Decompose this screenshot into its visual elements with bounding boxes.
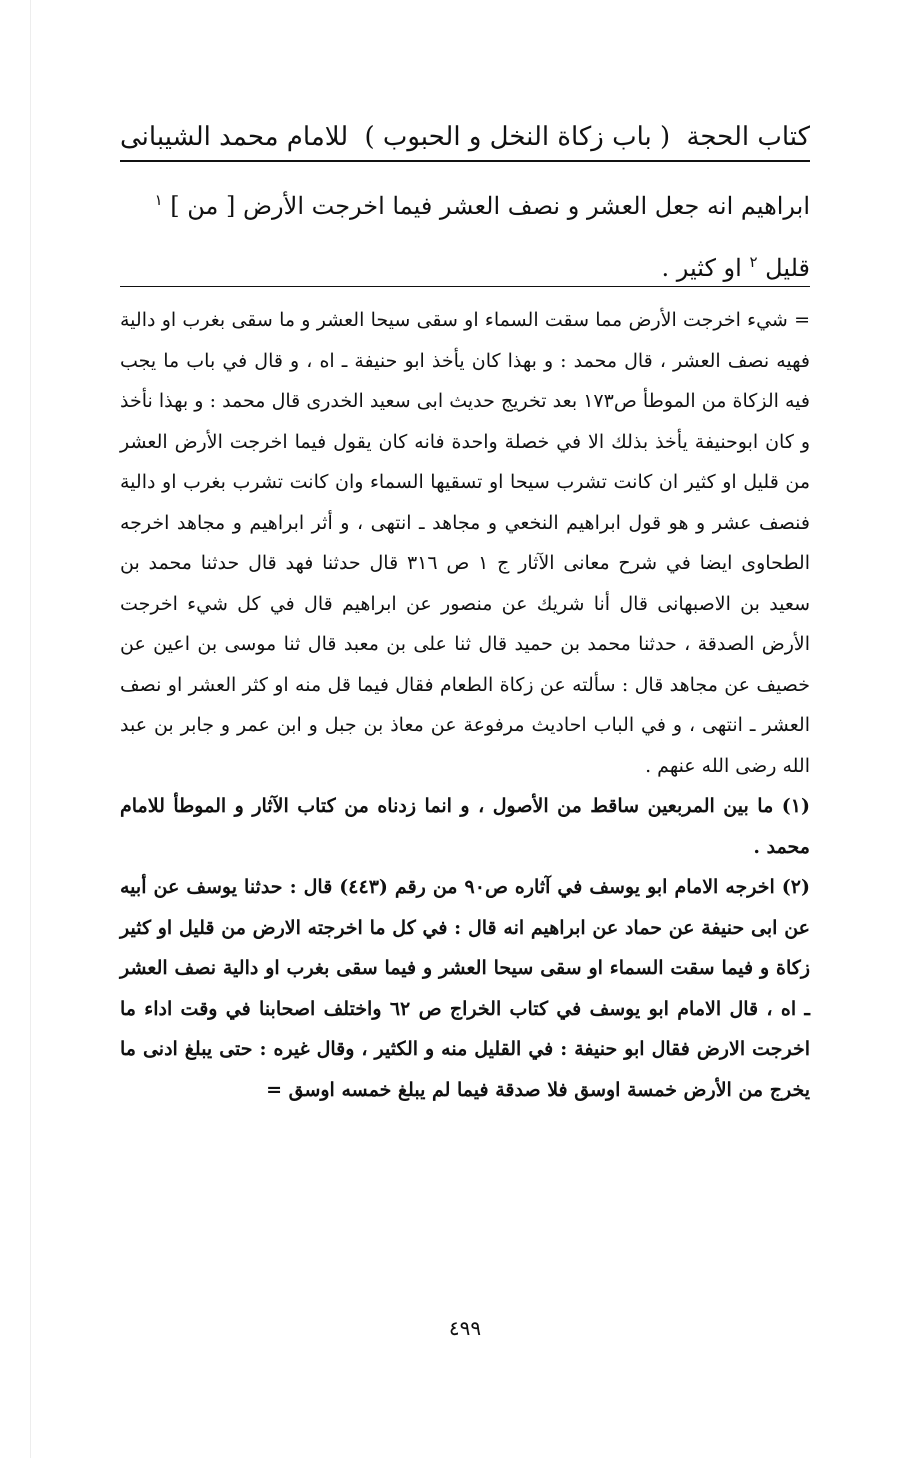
main-text [120,172,810,296]
running-header [120,114,810,160]
footnote-continuation: = شيء اخرجت الأرض مما سقت السماء او سقى سيحا العشر و ما سقى بغرب او دالية فهيه نصف العشر ، قال محمد : و بهذا كان يأخذ ابو حنيفة ـ اه ، و قال في باب ما يجب فيه الزكاة من الموطأ ص١٧٣ بعد تخريج حديث ابى سعيد الخدرى قال محمد : و بهذا نأخذ و كان ابوحنيفة يأخذ بذلك الا في خصلة واحدة فانه كان يقول فيما اخرجت الأرض العشر من قليل او كثير ان كانت تشرب سيحا او تسقيها السماء وان كانت تشرب بغرب او دالية فنصف عشر و هو قول ابراهيم النخعي و مجاهد ـ انتهى ، و أثر ابراهيم و مجاهد اخرجه الطحاوى ايضا في شرح معانى الآثار ج ١ ص ٣١٦ قال حدثنا فهد قال حدثنا محمد بن سعيد بن الاصبهانى قال أنا شريك عن منصور عن ابراهيم قال في كل شيء اخرجت الأرض الصدقة ، حدثنا محمد بن حميد قال ثنا على بن معبد قال ثنا موسى بن اعين عن خصيف عن مجاهد قال : سألته عن زكاة الطعام فقال فيما قل منه او كثر العشر او نصف العشر ـ انتهى ، و في الباب احاديث مرفوعة عن معاذ بن جبل و ابن عمر و جابر بن عبد الله رضى الله عنهم . [120,309,810,777]
author-name: للامام محمد الشيبانى [120,122,349,152]
main-text-line1: ابراهيم انه جعل العشر و نصف العشر فيما اخرجت الأرض [ من ] [170,192,810,220]
book-title: كتاب الحجة [686,122,810,152]
footnotes [120,300,810,1110]
book-page [120,100,810,1400]
footnote-2: (٢) اخرجه الامام ابو يوسف في آثاره ص٩٠ من رقم (٤٤٣) قال : حدثنا يوسف عن أبيه عن ابى حنيفة عن حماد عن ابراهيم انه قال : في كل ما اخرجته الارض من قليل او كثير زكاة و فيما سقت السماء او سقى سيحا العشر و فيما سقى بغرب او دالية نصف العشر ـ اه ، قال الامام ابو يوسف في كتاب الخراج ص ٦٢ واختلف اصحابنا في وقت اداء ما اخرجت الارض فقال ابو حنيفة : في القليل منه و الكثير ، وقال غيره : حتى يبلغ ادنى ما يخرج من الأرض خمسة اوسق فلا صدقة فيما لم يبلغ خمسه اوسق = [120,876,811,1101]
footnote-marker-1: ١ [154,191,163,209]
header-rule [120,160,810,162]
main-text-line2: قليل [765,254,810,282]
footnote-1: (١) ما بين المربعين ساقط من الأصول ، و انما زدناه من كتاب الآثار و الموطأ للامام محمد . [120,795,810,858]
footnote-marker-2: ٢ [749,253,758,271]
footnote-separator [120,286,810,287]
chapter-title: ( باب زكاة النخل و الحبوب ) [364,122,671,152]
main-text-line2-end: او كثير . [661,254,742,282]
scan-gutter-line [30,0,31,1458]
page-number: ٤٩٩ [448,1316,482,1340]
